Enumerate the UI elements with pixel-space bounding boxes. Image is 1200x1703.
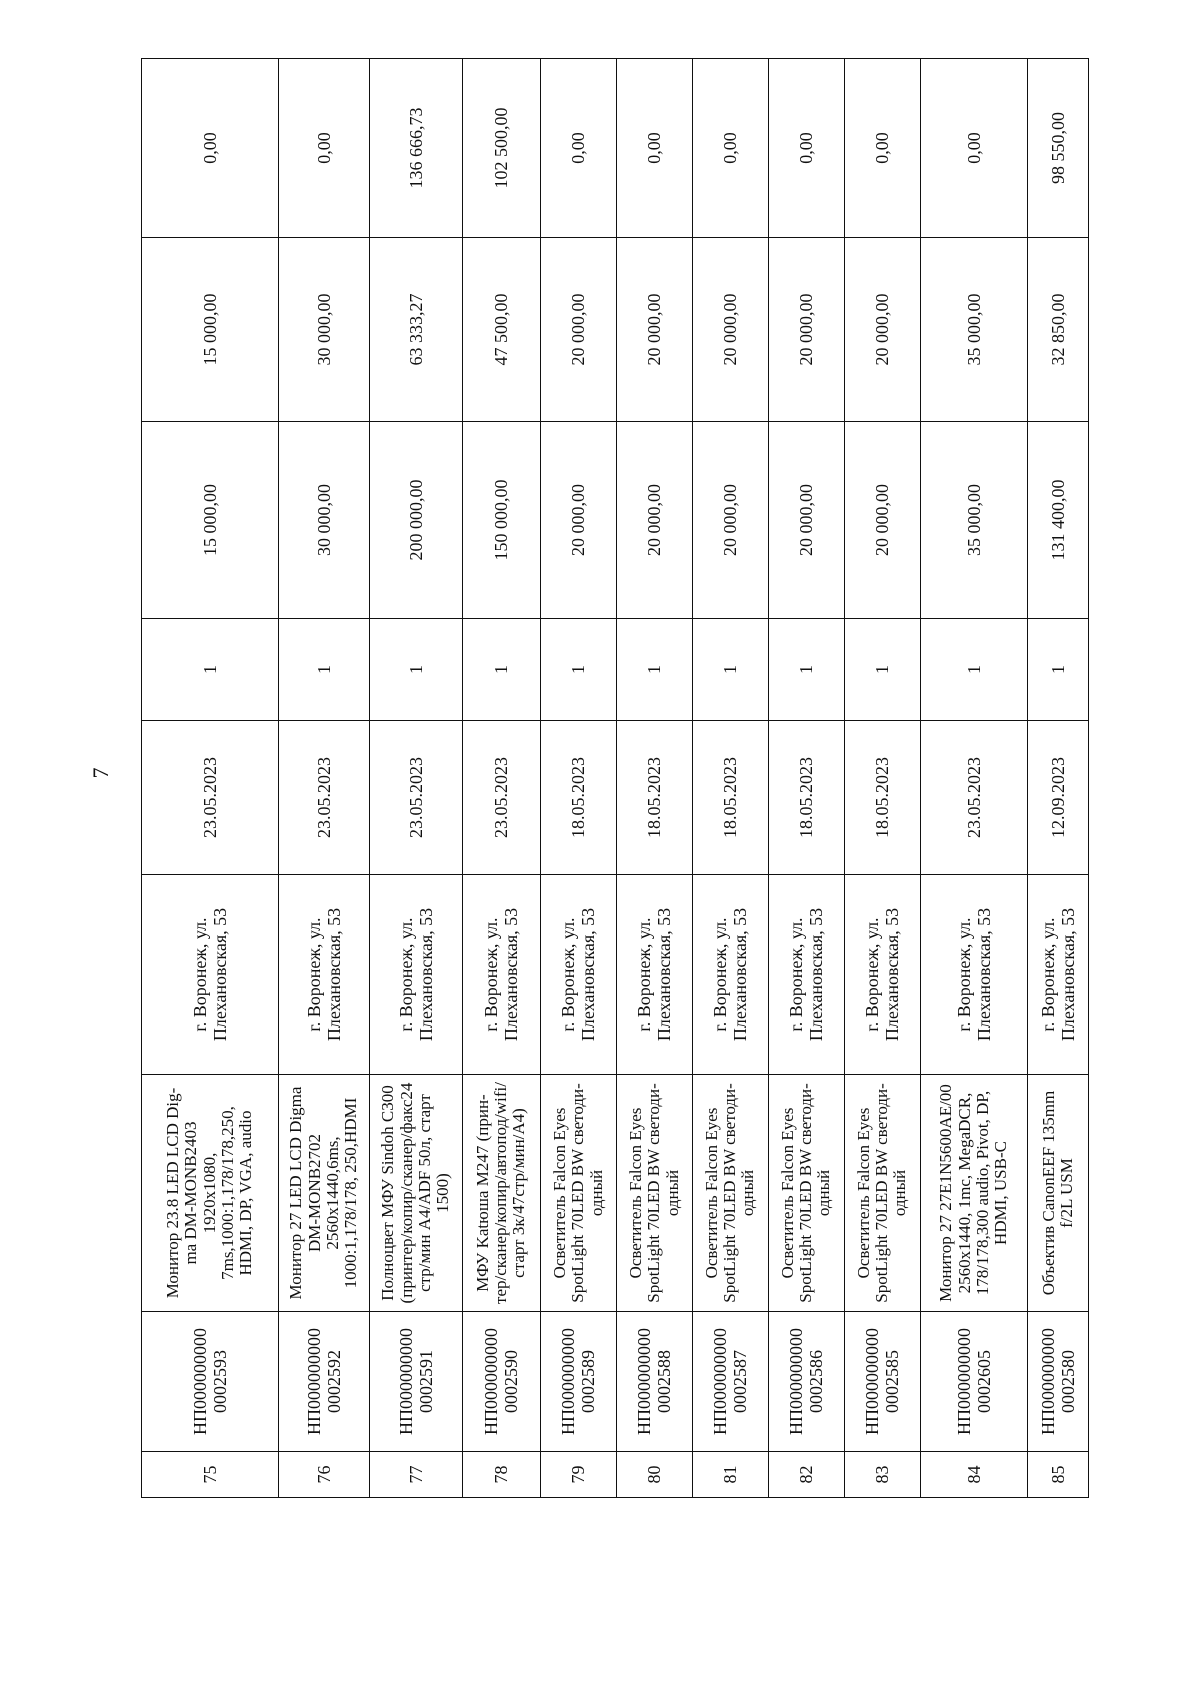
cell-depreciation: 47 500,00 — [462, 238, 540, 422]
cell-quantity: 1 — [1028, 619, 1089, 721]
cell-asset-name: Монитор 27 27E1N5600AE/00 2560x1440, 1mc, MegaDCR, 178/178,300 audio, Pivot, DP, HDMI, USB-C — [920, 1075, 1028, 1312]
cell-acquisition-date: 23.05.2023 — [142, 721, 279, 875]
cell-acquisition-date: 18.05.2023 — [540, 721, 616, 875]
cell-row-number: 78 — [462, 1452, 540, 1498]
cell-acquisition-date: 18.05.2023 — [844, 721, 920, 875]
cell-row-number: 79 — [540, 1452, 616, 1498]
cell-asset-name: Монитор 27 LED LCD Digma DM-MONB2702 2560x1440,6ms, 1000:1,178/178, 250,HDMI — [278, 1075, 370, 1312]
cell-residual-value: 98 550,00 — [1028, 59, 1089, 238]
cell-location: г. Воронеж, ул. Плехановская, 53 — [920, 875, 1028, 1075]
cell-quantity: 1 — [540, 619, 616, 721]
cell-initial-cost: 20 000,00 — [844, 422, 920, 619]
cell-depreciation: 20 000,00 — [540, 238, 616, 422]
cell-residual-value: 0,00 — [844, 59, 920, 238]
cell-acquisition-date: 23.05.2023 — [462, 721, 540, 875]
cell-asset-name: Объектив CanonEEF 135mm f/2L USM — [1028, 1075, 1089, 1312]
cell-inventory-code: НП000000000 0002585 — [844, 1312, 920, 1452]
cell-residual-value: 0,00 — [616, 59, 692, 238]
cell-row-number: 83 — [844, 1452, 920, 1498]
cell-inventory-code: НП000000000 0002592 — [278, 1312, 370, 1452]
table-row — [370, 59, 462, 1498]
cell-location: г. Воронеж, ул. Плехановская, 53 — [692, 875, 768, 1075]
cell-location: г. Воронеж, ул. Плехановская, 53 — [462, 875, 540, 1075]
cell-residual-value: 0,00 — [920, 59, 1028, 238]
cell-depreciation: 20 000,00 — [616, 238, 692, 422]
table-row — [844, 59, 920, 1498]
table-row — [540, 59, 616, 1498]
cell-acquisition-date: 23.05.2023 — [920, 721, 1028, 875]
cell-residual-value: 0,00 — [278, 59, 370, 238]
cell-depreciation: 20 000,00 — [692, 238, 768, 422]
cell-depreciation: 32 850,00 — [1028, 238, 1089, 422]
cell-residual-value: 0,00 — [768, 59, 844, 238]
cell-quantity: 1 — [142, 619, 279, 721]
cell-location: г. Воронеж, ул. Плехановская, 53 — [768, 875, 844, 1075]
table-row — [1028, 59, 1089, 1498]
cell-acquisition-date: 18.05.2023 — [616, 721, 692, 875]
cell-acquisition-date: 18.05.2023 — [768, 721, 844, 875]
cell-depreciation: 63 333,27 — [370, 238, 462, 422]
cell-location: г. Воронеж, ул. Плехановская, 53 — [540, 875, 616, 1075]
table-row — [462, 59, 540, 1498]
cell-inventory-code: НП000000000 0002587 — [692, 1312, 768, 1452]
cell-depreciation: 20 000,00 — [768, 238, 844, 422]
cell-inventory-code: НП000000000 0002588 — [616, 1312, 692, 1452]
table-row — [278, 59, 370, 1498]
cell-quantity: 1 — [616, 619, 692, 721]
cell-row-number: 82 — [768, 1452, 844, 1498]
cell-location: г. Воронеж, ул. Плехановская, 53 — [616, 875, 692, 1075]
cell-residual-value: 136 666,73 — [370, 59, 462, 238]
table-row — [692, 59, 768, 1498]
cell-row-number: 81 — [692, 1452, 768, 1498]
cell-asset-name: Полноцвет МФУ Sindoh C300 (принтер/копир/сканер/факс24 стр/мин A4/ADF 50л, старт 1500) — [370, 1075, 462, 1312]
cell-row-number: 77 — [370, 1452, 462, 1498]
cell-asset-name: Осветитель Falcon Eyes SpotLight 70LED BW светоди- одный — [616, 1075, 692, 1312]
cell-depreciation: 20 000,00 — [844, 238, 920, 422]
cell-residual-value: 0,00 — [540, 59, 616, 238]
cell-asset-name: Осветитель Falcon Eyes SpotLight 70LED BW светоди- одный — [844, 1075, 920, 1312]
cell-asset-name: Осветитель Falcon Eyes SpotLight 70LED BW светоди- одный — [768, 1075, 844, 1312]
cell-quantity: 1 — [278, 619, 370, 721]
cell-quantity: 1 — [844, 619, 920, 721]
cell-depreciation: 35 000,00 — [920, 238, 1028, 422]
cell-row-number: 80 — [616, 1452, 692, 1498]
cell-initial-cost: 20 000,00 — [616, 422, 692, 619]
cell-location: г. Воронеж, ул. Плехановская, 53 — [844, 875, 920, 1075]
table-row — [142, 59, 279, 1498]
cell-initial-cost: 150 000,00 — [462, 422, 540, 619]
cell-initial-cost: 30 000,00 — [278, 422, 370, 619]
asset-table-rotated — [141, 59, 1089, 1498]
cell-acquisition-date: 12.09.2023 — [1028, 721, 1089, 875]
cell-location: г. Воронеж, ул. Плехановская, 53 — [370, 875, 462, 1075]
cell-initial-cost: 131 400,00 — [1028, 422, 1089, 619]
cell-quantity: 1 — [920, 619, 1028, 721]
cell-row-number: 85 — [1028, 1452, 1089, 1498]
cell-initial-cost: 20 000,00 — [540, 422, 616, 619]
cell-inventory-code: НП000000000 0002591 — [370, 1312, 462, 1452]
cell-asset-name: Монитор 23.8 LED LCD Dig- ma DM-MONB2403 1920x1080, 7ms,1000:1,178/178,250, HDMI, DP, VGA, audio — [142, 1075, 279, 1312]
cell-initial-cost: 200 000,00 — [370, 422, 462, 619]
asset-table-body — [142, 59, 1089, 1498]
cell-inventory-code: НП000000000 0002586 — [768, 1312, 844, 1452]
asset-table-container — [141, 59, 1089, 1498]
page-number: 7 — [88, 767, 113, 779]
cell-row-number: 75 — [142, 1452, 279, 1498]
cell-asset-name: Осветитель Falcon Eyes SpotLight 70LED BW светоди- одный — [540, 1075, 616, 1312]
cell-inventory-code: НП000000000 0002580 — [1028, 1312, 1089, 1452]
cell-initial-cost: 20 000,00 — [768, 422, 844, 619]
cell-location: г. Воронеж, ул. Плехановская, 53 — [1028, 875, 1089, 1075]
cell-residual-value: 0,00 — [692, 59, 768, 238]
cell-residual-value: 0,00 — [142, 59, 279, 238]
cell-depreciation: 30 000,00 — [278, 238, 370, 422]
cell-acquisition-date: 23.05.2023 — [278, 721, 370, 875]
cell-inventory-code: НП000000000 0002589 — [540, 1312, 616, 1452]
cell-acquisition-date: 23.05.2023 — [370, 721, 462, 875]
table-row — [616, 59, 692, 1498]
cell-quantity: 1 — [370, 619, 462, 721]
cell-row-number: 76 — [278, 1452, 370, 1498]
cell-initial-cost: 20 000,00 — [692, 422, 768, 619]
cell-depreciation: 15 000,00 — [142, 238, 279, 422]
cell-asset-name: МФУ Katюша M247 (прин- тер/сканер/копир/автопод/wifi/ старт 3к/47стр/мин/A4) — [462, 1075, 540, 1312]
cell-inventory-code: НП000000000 0002605 — [920, 1312, 1028, 1452]
cell-row-number: 84 — [920, 1452, 1028, 1498]
cell-quantity: 1 — [692, 619, 768, 721]
cell-location: г. Воронеж, ул. Плехановская, 53 — [278, 875, 370, 1075]
table-row — [920, 59, 1028, 1498]
cell-initial-cost: 15 000,00 — [142, 422, 279, 619]
cell-inventory-code: НП000000000 0002590 — [462, 1312, 540, 1452]
cell-inventory-code: НП000000000 0002593 — [142, 1312, 279, 1452]
cell-residual-value: 102 500,00 — [462, 59, 540, 238]
cell-quantity: 1 — [768, 619, 844, 721]
cell-quantity: 1 — [462, 619, 540, 721]
table-row — [768, 59, 844, 1498]
asset-table — [141, 58, 1089, 1498]
cell-asset-name: Осветитель Falcon Eyes SpotLight 70LED BW светоди- одный — [692, 1075, 768, 1312]
cell-acquisition-date: 18.05.2023 — [692, 721, 768, 875]
cell-initial-cost: 35 000,00 — [920, 422, 1028, 619]
cell-location: г. Воронеж, ул. Плехановская, 53 — [142, 875, 279, 1075]
